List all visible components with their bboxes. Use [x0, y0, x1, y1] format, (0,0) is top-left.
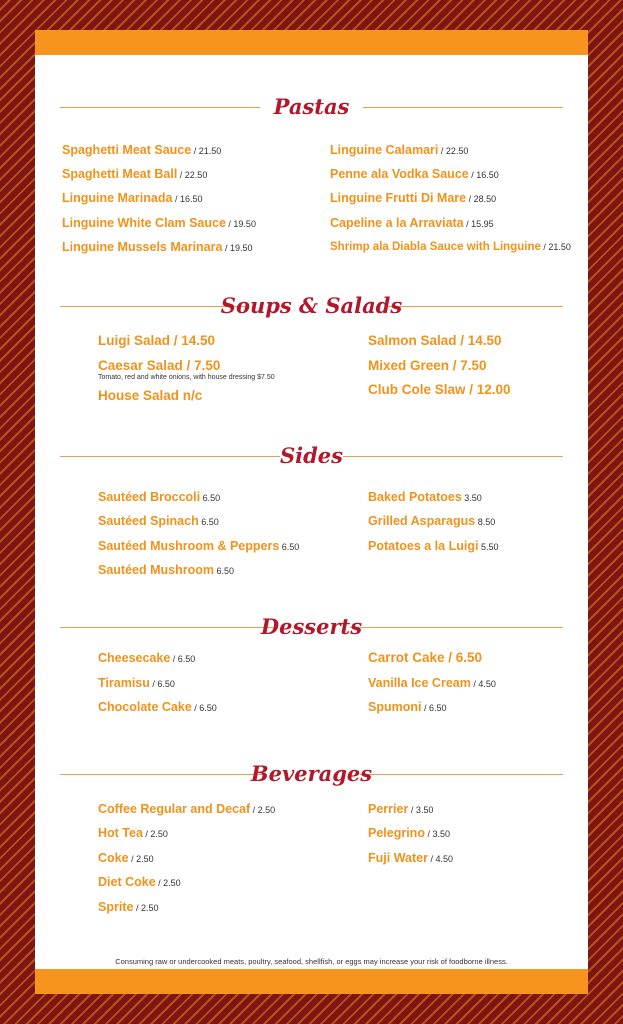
menu-item: Sautéed Broccoli 6.50	[98, 490, 221, 504]
menu-item: Chocolate Cake / 6.50	[98, 700, 217, 714]
menu-item: Linguine Marinada / 16.50	[62, 191, 203, 205]
menu-item: Spaghetti Meat Sauce / 21.50	[62, 143, 222, 157]
menu-item: Carrot Cake / 6.50	[368, 650, 483, 665]
menu-item: Club Cole Slaw / 12.00	[368, 382, 511, 397]
menu-item: Tiramisu / 6.50	[98, 676, 175, 690]
menu-item: Potatoes a la Luigi 5.50	[368, 539, 499, 553]
menu-item: Pelegrino / 3.50	[368, 826, 450, 840]
section-header-beverages	[35, 757, 588, 791]
menu-item: Penne ala Vodka Sauce / 16.50	[330, 167, 499, 181]
menu-item: Baked Potatoes 3.50	[368, 490, 482, 504]
section-title-pastas: Pastas	[273, 94, 350, 119]
section-title-desserts: Desserts	[260, 614, 363, 639]
menu-item: Salmon Salad / 14.50	[368, 333, 502, 348]
menu-item: Coke / 2.50	[98, 851, 154, 865]
menu-item: Spaghetti Meat Ball / 22.50	[62, 167, 208, 181]
menu-item: Perrier / 3.50	[368, 802, 434, 816]
menu-item: Linguine Calamari / 22.50	[330, 143, 469, 157]
menu-item: Shrimp ala Diabla Sauce with Linguine / 21.50	[330, 241, 571, 253]
health-disclaimer: Consuming raw or undercooked meats, poultry, seafood, shellfish, or eggs may increase your risk of foodborne illness.	[115, 957, 508, 966]
menu-item: House Salad n/c	[98, 388, 203, 403]
menu-item: Hot Tea / 2.50	[98, 826, 168, 840]
item-description: Tomato, red and white onions, with house dressing $7.50	[98, 374, 275, 381]
menu-item: Grilled Asparagus 8.50	[368, 514, 496, 528]
section-title-beverages: Beverages	[250, 761, 373, 786]
menu-item: Vanilla Ice Cream / 4.50	[368, 676, 496, 690]
top-accent-bar	[35, 30, 588, 55]
menu-item: Diet Coke / 2.50	[98, 875, 181, 889]
section-title-sides: Sides	[279, 443, 343, 468]
menu-item: Fuji Water / 4.50	[368, 851, 453, 865]
menu-item: Spumoni / 6.50	[368, 700, 447, 714]
menu-item: Coffee Regular and Decaf / 2.50	[98, 802, 276, 816]
section-title-soups-salads: Soups & Salads	[220, 293, 403, 318]
menu-item: Sprite / 2.50	[98, 900, 159, 914]
section-header-desserts	[35, 610, 588, 644]
menu-item: Linguine Mussels Marinara / 19.50	[62, 240, 253, 254]
menu-item: Sautéed Mushroom & Peppers 6.50	[98, 539, 300, 553]
bottom-accent-bar	[35, 969, 588, 994]
menu-item: Linguine Frutti Di Mare / 28.50	[330, 191, 497, 205]
menu-item: Capeline a la Arraviata / 15.95	[330, 216, 494, 230]
menu-item: Linguine White Clam Sauce / 19.50	[62, 216, 256, 230]
menu-item: Luigi Salad / 14.50	[98, 333, 216, 348]
menu-card	[35, 30, 588, 994]
menu-item: Sautéed Mushroom 6.50	[98, 563, 235, 577]
menu-item: Sautéed Spinach 6.50	[98, 514, 219, 528]
section-header-soups-salads	[35, 289, 588, 323]
menu-item: Mixed Green / 7.50	[368, 358, 487, 373]
section-header-sides	[35, 439, 588, 473]
section-header-pastas	[35, 90, 588, 124]
menu-item: Caesar Salad / 7.50	[98, 358, 221, 373]
menu-item: Cheesecake / 6.50	[98, 651, 196, 665]
